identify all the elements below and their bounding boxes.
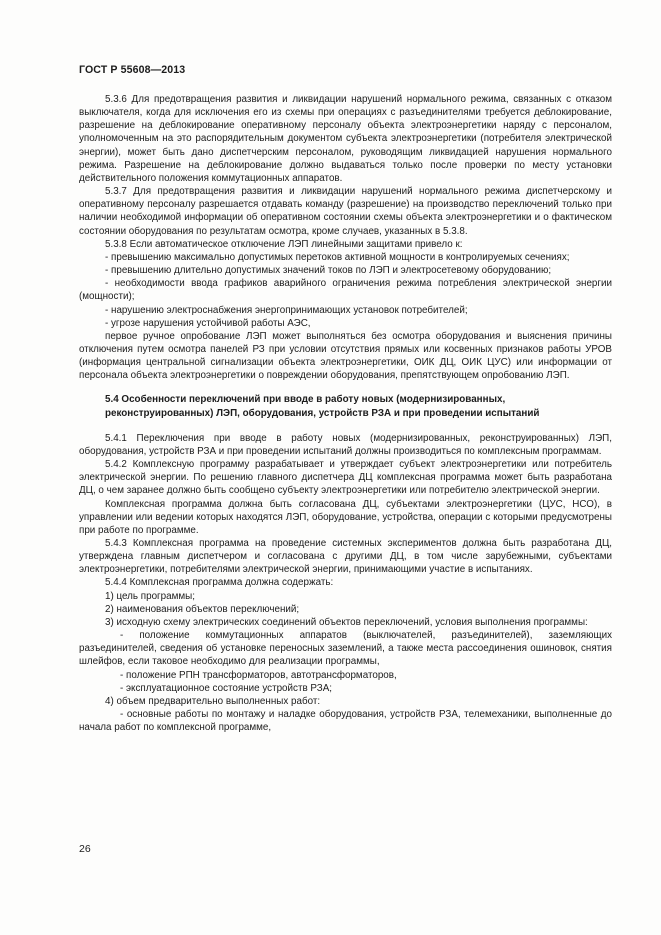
paragraph: Комплексная программа должна быть согласована ДЦ, субъектами электроэнергетики (ЦУС, НСО), в управлении или ведении которых находятся ЛЭП, оборудование, устройства, операции с которыми предусмотрены при работе по программе. — [79, 498, 612, 536]
paragraph: - необходимости ввода графиков аварийного ограничения режима потребления электрической энергии (мощности); — [79, 278, 612, 303]
paragraph: - положение коммутационных аппаратов (выключателей, разъединителей), заземляющих разъединителей, сведения об установке переносных заземлений, а также места рассоединения ошиновок, снятия шлейфов, если таковое необходимо для реализации программы, — [79, 630, 612, 668]
paragraph: 5.3.6 Для предотвращения развития и ликвидации нарушений нормального режима, связанных с отказом выключателя, когда для исключения его из схемы при операциях с разъединителями требуется деблокирование, разрешение на деблокирование оперативному персоналу объекта электроэнергетики наряду с персоналом, уполномоченным на это распорядительным документом субъекта электроэнергетики (потребителя электрической энергии), может быть дано диспетчерским персоналом, руководящим ликвидацией нарушения нормального режима. Разрешение на деблокирование должно выдаваться только после проверки по месту установки действительного положения коммутационных аппаратов. — [79, 94, 612, 184]
document-header: ГОСТ Р 55608—2013 — [79, 64, 186, 76]
paragraph: 4) объем предварительно выполненных работ: — [105, 695, 321, 707]
paragraph: 5.3.8 Если автоматическое отключение ЛЭП линейными защитами привело к: — [105, 238, 463, 250]
paragraph: 5.3.7 Для предотвращения развития и ликвидации нарушений нормального режима диспетчерскому и оперативному персоналу разрешается отдавать команду (разрешение) на производство переключений только при наличии необходимой информации об оперативном состоянии схемы объекта электроэнергетики и о фактическом состоянии оборудования по результатам осмотра, кроме случаев, указанных в 5.3.8. — [79, 186, 612, 237]
section-heading: 5.4 Особенности переключений при вводе в работу новых (модернизированных, реконструированных) ЛЭП, оборудования, устройств РЗА и при проведении испытаний — [105, 394, 540, 419]
paragraph: - положение РПН трансформаторов, автотрансформаторов, — [120, 669, 397, 681]
paragraph: 1) цель программы; — [105, 590, 195, 602]
paragraph: 3) исходную схему электрических соединений объектов переключений, условия выполнения программы: — [105, 616, 588, 628]
paragraph: первое ручное опробование ЛЭП может выполняться без осмотра оборудования и выяснения причины отключения путем осмотра панелей РЗ при условии отсутствия прямых или косвенных признаков работы УРОВ (информация центральной сигнализации объекта электроэнергетики, ОИК ДЦ, ОИК ЦУС) или информации от персонала объекта электроэнергетики о повреждении оборудования, препятствующем опробованию ЛЭП. — [79, 330, 612, 382]
paragraph: - нарушению электроснабжения энергопринимающих установок потребителей; — [105, 304, 468, 316]
paragraph: - эксплуатационное состояние устройств РЗА; — [120, 682, 333, 694]
paragraph: - основные работы по монтажу и наладке оборудования, устройств РЗА, телемеханики, выполненные до начала работ по комплексной программе, — [79, 709, 612, 734]
paragraph: - превышению длительно допустимых значений токов по ЛЭП и электросетевому оборудованию; — [105, 265, 552, 277]
page-number: 26 — [79, 843, 91, 855]
document-body — [79, 93, 612, 734]
paragraph: - превышению максимально допустимых перетоков активной мощности в контролируемых сечениях; — [105, 251, 570, 263]
paragraph: 2) наименования объектов переключений; — [105, 603, 300, 615]
paragraph: 5.4.2 Комплексную программу разрабатывает и утверждает субъект электроэнергетики или потребитель электрической энергии. По решению главного диспетчера ДЦ комплексная программа может быть разработана ДЦ, о чем заранее должно быть сообщено субъекту электроэнергетики или потребителю электрической энергии. — [79, 459, 612, 497]
paragraph: 5.4.4 Комплексная программа должна содержать: — [105, 577, 334, 589]
paragraph: - угрозе нарушения устойчивой работы АЭС, — [105, 317, 311, 329]
paragraph: 5.4.3 Комплексная программа на проведение системных экспериментов должна быть разработана ДЦ, утверждена главным диспетчером и согласована с другими ДЦ, в том числе зарубежными, субъектами электроэнергетики, потребителями электрической энергии, принимающими участие в испытаниях. — [79, 538, 612, 576]
paragraph: 5.4.1 Переключения при вводе в работу новых (модернизированных, реконструированных) ЛЭП, оборудования, устройств РЗА и при проведении испытаний должны производиться по комплексным программам. — [79, 432, 612, 457]
